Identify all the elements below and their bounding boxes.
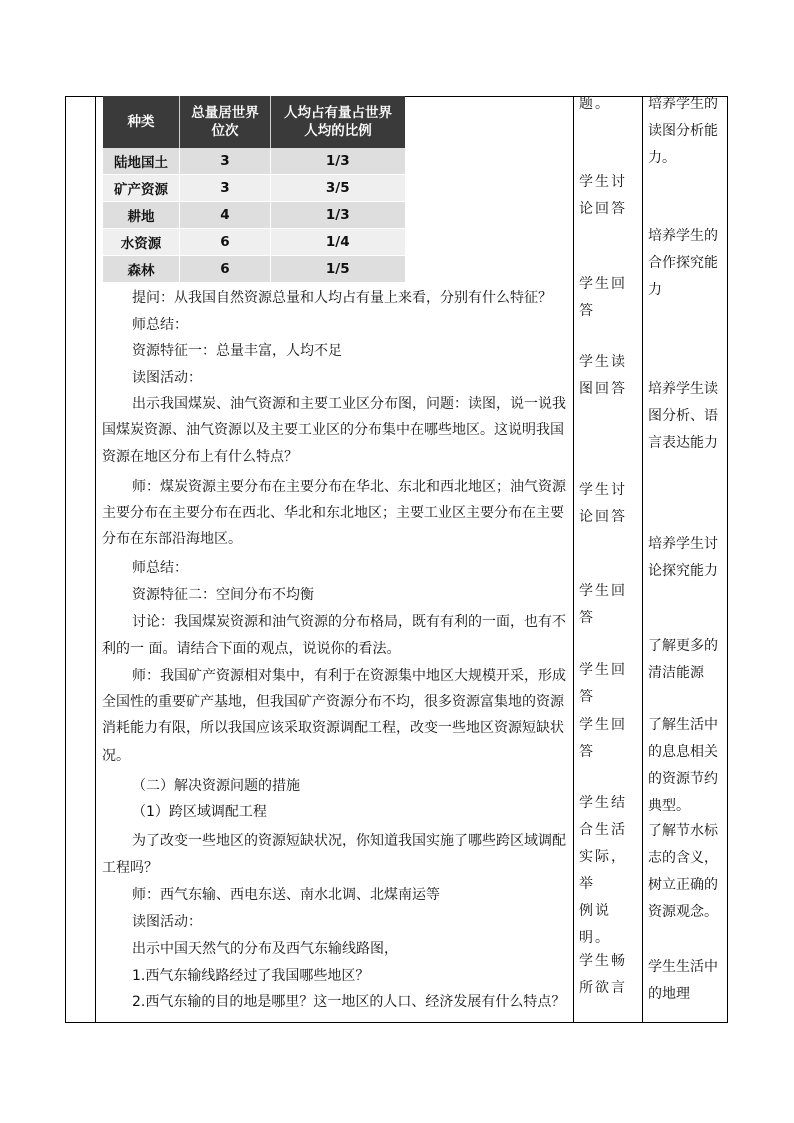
body-text-line: 1.西气东输线路经过了我国哪些地区？ [132,968,370,984]
body-text-line: 讨论：我国煤炭资源和油气资源的分布格局，既有有利的一面，也有不 [132,614,566,630]
student-activity-column [574,96,642,1023]
body-text-line: 师：我国矿产资源相对集中，有利于在资源集中地区大规模开采，形成 [132,668,566,684]
body-text-line: 国煤炭资源、油气资源以及主要工业区的分布集中在哪些地区。这说明我国 [102,422,564,438]
body-text-line: 读图活动： [132,370,202,386]
body-text-line: （二）解决资源问题的措施 [132,778,300,794]
table-cell: 1/3 [271,148,406,175]
student-activity-block: 学生回 答 [579,276,627,319]
table-cell: 4 [180,202,271,229]
body-text-line: 分布在东部沿海地区。 [102,531,242,547]
table-cell: 6 [180,256,271,283]
body-text-line: 资源特征一：总量丰富，人均不足 [132,343,342,359]
student-activity-block: 学生回 答 [579,717,627,760]
table-row [103,148,405,175]
body-text-line: 资源在地区分布上有什么特点？ [102,449,298,465]
body-text-line: 主要分布在主要分布在西北、华北和东北地区；主要工业区主要分布在主要 [102,505,564,521]
student-activity-block: 学生讨 论回答 [579,174,627,217]
student-activity-block: 学生讨 论回答 [579,482,627,525]
body-text-line: 师总结： [132,560,188,576]
body-text-line: 师总结： [132,317,188,333]
body-text-line: 工程吗？ [102,860,158,876]
body-text-line: 况。 [102,748,130,764]
student-activity-block: 学生回 答 [579,583,627,626]
table-cell: 1/3 [271,202,406,229]
body-text-line: 资源特征二：空间分布不均衡 [132,587,314,603]
body-text-line: （1）跨区域调配工程 [132,804,267,820]
student-activity-block: 题。 [579,96,611,112]
resource-ranking-table [103,96,406,283]
body-text-line: 出示中国天然气的分布及西气东输线路图， [132,941,398,957]
table-cell: 矿产资源 [103,175,180,202]
header-cell: 总量居世界 位次 [180,96,271,148]
design-intent-block: 培养学生讨 论探究能力 [648,536,718,579]
teaching-process-column [96,96,574,1023]
design-intent-block: 培养学生读 图分析、语 言表达能力 [648,381,718,451]
body-text-line: 全国性的重要矿产基地，但我国矿产资源分布不均，很多资源富集地的资源 [102,694,564,710]
body-text-line: 利的一 面。请结合下面的观点，说说你的看法。 [102,641,401,657]
body-text-line: 出示我国煤炭、油气资源和主要工业区分布图，问题：读图，说一说我 [132,396,566,412]
student-activity-block: 学生读 图回答 [579,354,627,397]
body-text-line: 2.西气东输的目的地是哪里？这一地区的人口、经济发展有什么特点？ [132,994,566,1010]
table-row [103,229,405,256]
design-intent-block: 了解生活中 的息息相关 的资源节约 典型。 [648,717,718,814]
table-row [103,256,405,283]
table-cell: 陆地国土 [103,148,180,175]
student-activity-block: 学生畅 所欲言 [579,953,627,996]
design-intent-block: 培养学生的 合作探究能 力 [648,228,718,298]
body-text-line: 为了改变一些地区的资源短缺状况，你知道我国实施了哪些跨区域调配 [132,833,566,849]
table-cell: 森林 [103,256,180,283]
body-text-line: 提问：从我国自然资源总量和人均占有量上来看，分别有什么特征？ [132,290,552,306]
table-cell: 6 [180,229,271,256]
table-cell: 3 [180,148,271,175]
table-row [103,202,405,229]
student-activity-block: 学生回 答 [579,662,627,705]
body-text-line: 师：煤炭资源主要分布在主要分布在华北、东北和西北地区；油气资源 [132,479,566,495]
table-cell: 3/5 [271,175,406,202]
table-cell: 3 [180,175,271,202]
design-intent-block: 了解节水标 志的含义， 树立正确的 资源观念。 [648,823,718,920]
table-cell: 1/4 [271,229,406,256]
table-row [103,175,405,202]
table-cell: 1/5 [271,256,406,283]
header-cell: 种类 [103,96,180,148]
design-intent-block: 培养学生的 读图分析能 力。 [648,96,718,166]
design-intent-block: 了解更多的 清洁能源 [648,638,718,681]
body-text-line: 师：西气东输、西电东送、南水北调、北煤南运等 [132,887,440,903]
design-intent-block: 学生生活中 的地理 [648,959,718,1002]
student-activity-block: 学生结 合生活 实际，举 例说明。 [579,795,627,946]
header-cell: 人均占有量占世界 人均的比例 [271,96,406,148]
body-text-line: 读图活动： [132,914,202,930]
body-text-line: 消耗能力有限，所以我国应该采取资源调配工程，改变一些地区资源短缺状 [102,720,564,736]
design-intent-column [643,96,728,1023]
table-cell: 水资源 [103,229,180,256]
table-cell: 耕地 [103,202,180,229]
